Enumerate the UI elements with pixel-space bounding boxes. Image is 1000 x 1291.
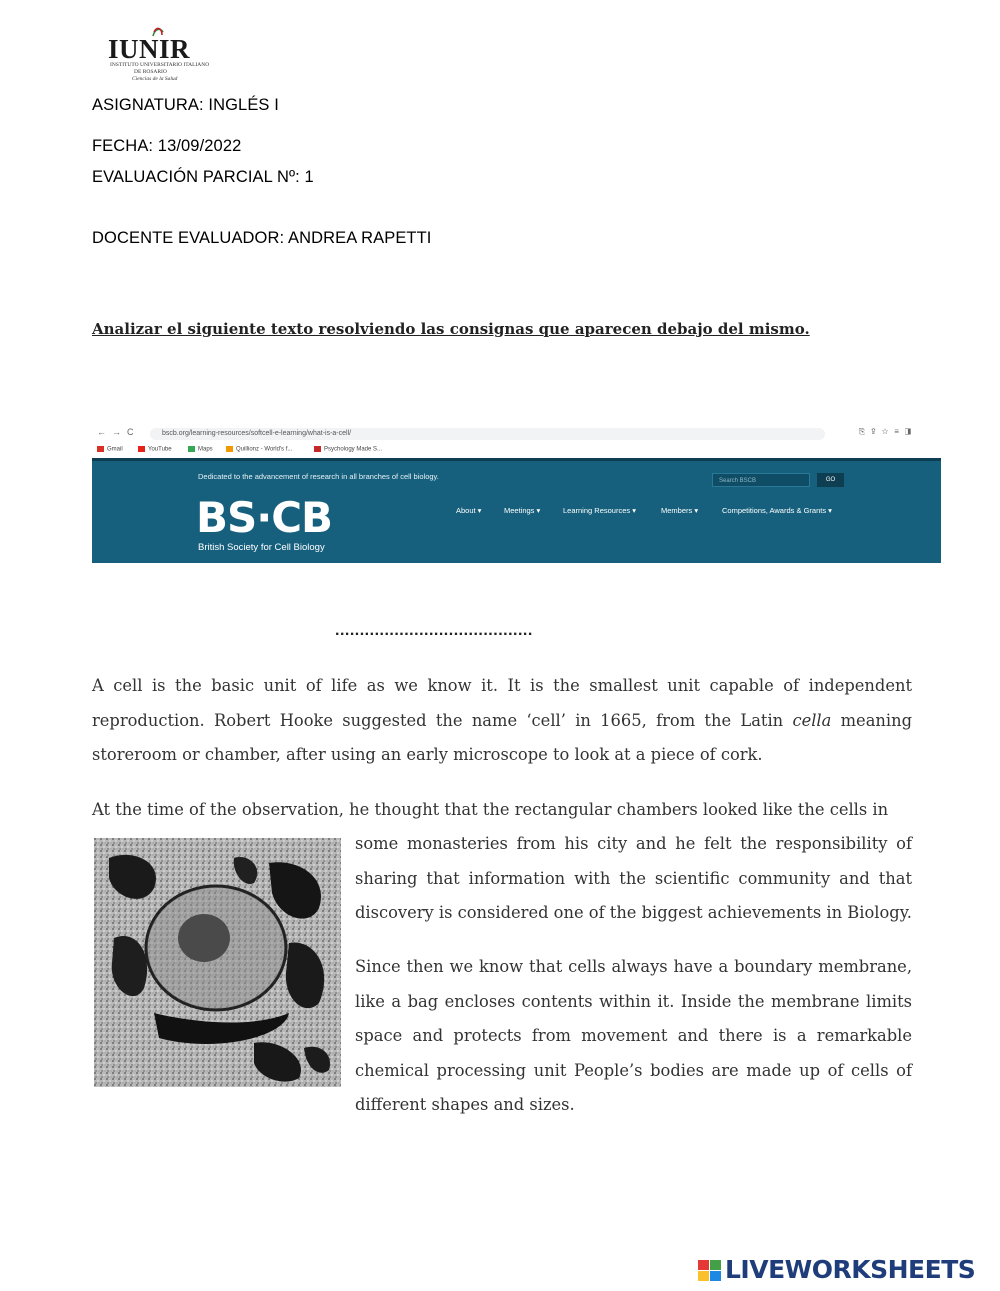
- instruction-heading: Analizar el siguiente texto resolviendo las consignas que aparecen debajo del mismo.: [92, 320, 810, 338]
- date-line: FECHA: 13/09/2022: [92, 137, 242, 155]
- teacher-line: DOCENTE EVALUADOR: ANDREA RAPETTI: [92, 229, 432, 247]
- bookmark-maps: Maps: [188, 446, 213, 453]
- address-bar: bscb.org/learning-resources/softcell-e-learning/what-is-a-cell/: [150, 428, 825, 440]
- bscb-menu-competitions: Competitions, Awards & Grants ▾: [722, 506, 832, 515]
- bookmarks-bar: [92, 444, 941, 457]
- browser-action-icons: ⎘⇪☆≡◨: [858, 427, 917, 436]
- bscb-go-button: GO: [817, 473, 844, 487]
- cell-micrograph-image: [94, 838, 341, 1087]
- bscb-website-screenshot: [92, 424, 941, 563]
- paragraph-3: Since then we know that cells always have a boundary membrane, like a bag encloses contents within it. Inside the membrane limits space and protects from movement and there is a remarkable chemical processing unit People’s bodies are made up of cells of different shapes and sizes.: [355, 957, 912, 1115]
- liveworksheets-wordmark: LIVEWORKSHEETS: [725, 1255, 976, 1284]
- bookmark-psychology: Psychology Made S...: [314, 446, 382, 453]
- paragraph-1: A cell is the basic unit of life as we know it. It is the smallest unit capable of independent reproduction. Robert Hooke suggested the name ‘cell’ in 1665, from the Latin cella meaning storeroom or chamber, after using an early microscope to look at a piece of cork.: [92, 676, 913, 765]
- banner-top-strip: [92, 458, 941, 461]
- answer-blank[interactable]: ........................................: [335, 622, 533, 639]
- bscb-tagline: Dedicated to the advancement of research in all branches of cell biology.: [198, 472, 439, 481]
- latin-word: cella: [792, 710, 832, 730]
- bscb-menu-meetings: Meetings ▾: [504, 506, 541, 515]
- liveworksheets-logo-icon: [698, 1260, 722, 1282]
- bscb-banner: [92, 458, 941, 563]
- subject-line: ASIGNATURA: INGLÉS I: [92, 96, 279, 114]
- iunir-logo: [108, 26, 218, 86]
- logo-line3: Ciencias de la Salud: [132, 76, 178, 82]
- bscb-menu-about: About ▾: [456, 506, 482, 515]
- logo-line2: DE ROSARIO: [134, 69, 167, 75]
- bookmark-youtube: YouTube: [138, 446, 172, 453]
- paragraph-2-first-line: At the time of the observation, he thought that the rectangular chambers looked like the cells in: [92, 800, 889, 819]
- bookmark-quillionz: Quillionz - World's f...: [226, 446, 292, 453]
- paragraph-2-rest: some monasteries from his city and he felt the responsibility of sharing that information with the scientific community and that discovery is considered one of the biggest achievements in Biology.: [355, 834, 912, 923]
- exam-line: EVALUACIÓN PARCIAL Nº: 1: [92, 168, 314, 186]
- bscb-logo-subtitle: British Society for Cell Biology: [198, 542, 325, 553]
- bookmark-gmail: Gmail: [97, 446, 123, 453]
- bscb-menu-learning: Learning Resources ▾: [563, 506, 636, 515]
- bscb-menu-members: Members ▾: [661, 506, 699, 515]
- browser-toolbar: [92, 424, 941, 444]
- bscb-logo: BS·CB: [196, 493, 333, 542]
- logo-line1: INSTITUTO UNIVERSITARIO ITALIANO: [110, 62, 210, 68]
- browser-nav-icons: ←→C: [97, 427, 140, 437]
- bscb-search-input: Search BSCB: [712, 473, 810, 487]
- logo-name: IUNIR: [108, 34, 191, 64]
